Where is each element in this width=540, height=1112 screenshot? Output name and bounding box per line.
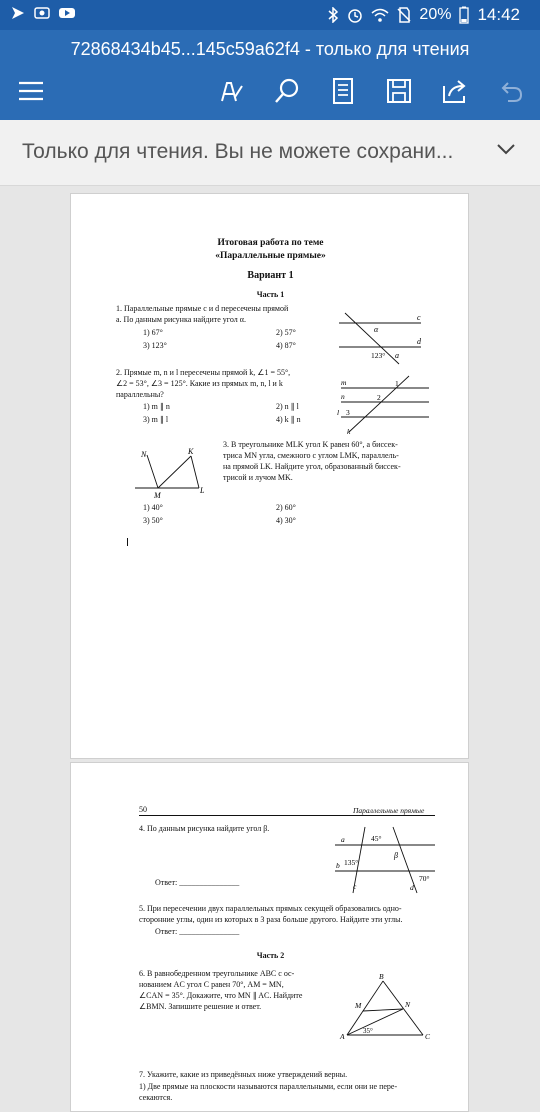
- part-heading: Часть 1: [256, 290, 285, 299]
- angle-3-label: 3: [346, 408, 350, 417]
- q6-text-line1: 6. В равнобедренном треугольнике ABC с ос-: [139, 969, 295, 978]
- line-c-label: c: [417, 313, 421, 322]
- q3-figure: [133, 448, 213, 500]
- angle-35-label: 35°: [363, 1027, 373, 1035]
- text-cursor: [127, 538, 128, 546]
- document-page-1: [70, 193, 469, 759]
- document-icon: [331, 77, 355, 105]
- q3-option: 1) 40°: [143, 503, 163, 512]
- running-title: Параллельные прямые: [353, 806, 425, 815]
- vertex-k-label: K: [188, 448, 194, 456]
- q3-text-line2: триса MN угла, смежного с углом LMK, параллель-: [223, 451, 399, 460]
- q3-option: 2) 60°: [276, 503, 296, 512]
- line-n-label: n: [341, 392, 345, 401]
- line-k-label: k: [347, 427, 351, 436]
- battery-level: 20%: [419, 6, 452, 23]
- battery-icon: [459, 6, 469, 24]
- q6-text-line2: нованием AC угол C равен 70°, AM = MN,: [139, 980, 284, 989]
- angle-1-label: 1: [395, 379, 399, 388]
- photo-icon: [34, 5, 50, 21]
- q2-option: 2) n ∥ l: [276, 402, 299, 411]
- q6-figure: [337, 971, 437, 1043]
- q7-statement-1-line2: секаются.: [139, 1093, 173, 1102]
- work-title: Итоговая работа по теме: [217, 238, 324, 248]
- angle-label: 123°: [371, 351, 386, 360]
- document-page-2: [70, 762, 469, 1112]
- line-c-label: c: [353, 882, 357, 891]
- expand-banner-button[interactable]: [496, 142, 516, 161]
- q5-answer-label: Ответ: _______________: [155, 927, 240, 936]
- wifi-icon: [371, 7, 389, 23]
- angle-70-label: 70°: [419, 874, 430, 883]
- clock: 14:42: [477, 5, 520, 24]
- q1-text-line2: a. По данным рисунка найдите угол α.: [116, 315, 246, 324]
- q3-option: 4) 30°: [276, 516, 296, 525]
- hamburger-icon: [17, 80, 45, 102]
- send-icon: [10, 5, 26, 21]
- q5-text-line1: 5. При пересечении двух параллельных прямых секущей образовались одно-: [139, 904, 402, 913]
- q3-text-line1: 3. В треугольнике MLK угол K равен 60°, а биссек-: [223, 440, 398, 449]
- read-only-banner[interactable]: [0, 120, 540, 186]
- q2-text-line2: ∠2 = 53°, ∠3 = 125°. Какие из прямых m, n, l и k: [116, 379, 283, 388]
- read-only-message: Только для чтения. Вы не можете сохрани...: [22, 140, 454, 163]
- q3-text-line3: на прямой LK. Найдите угол, образованный биссек-: [223, 462, 401, 471]
- variant-heading: Вариант 1: [247, 270, 294, 281]
- q1-option: 1) 67°: [143, 328, 163, 337]
- line-l-label: l: [337, 408, 340, 417]
- line-a-label: a: [341, 835, 345, 844]
- document-title: 72868434b45...145c59a62f4 - только для чтения: [70, 39, 470, 59]
- menu-button[interactable]: [16, 76, 46, 106]
- q4-text: 4. По данным рисунка найдите угол β.: [139, 824, 270, 833]
- q2-option: 4) k ∥ n: [276, 415, 301, 424]
- vertex-n-label: N: [405, 1000, 411, 1009]
- angle-beta-label: β: [394, 851, 398, 860]
- q7-statement-1-line1: 1) Две прямые на плоскости называются параллельными, если они не пере-: [139, 1082, 398, 1091]
- q1-option: 4) 87°: [276, 341, 296, 350]
- q4-figure: [333, 825, 437, 895]
- q3-option: 3) 50°: [143, 516, 163, 525]
- q1-option: 3) 123°: [143, 341, 167, 350]
- save-icon: [386, 78, 412, 104]
- search-button[interactable]: [272, 76, 302, 106]
- angle-135-label: 135°: [344, 858, 359, 867]
- header-rule: [139, 815, 435, 816]
- no-sim-icon: [397, 7, 411, 23]
- line-d-label: d: [410, 883, 414, 892]
- vertex-l-label: L: [200, 486, 205, 495]
- vertex-m-label: M: [355, 1001, 362, 1010]
- q1-text-line1: 1. Параллельные прямые c и d пересечены прямой: [116, 304, 289, 313]
- q2-option: 1) m ∥ n: [143, 402, 170, 411]
- vertex-c-label: C: [425, 1032, 431, 1041]
- alarm-icon: [347, 7, 363, 23]
- q1-figure: [335, 312, 425, 366]
- share-icon: [441, 78, 469, 104]
- vertex-a-label: A: [340, 1032, 345, 1041]
- line-b-label: b: [336, 861, 340, 870]
- vertex-b-label: B: [379, 972, 384, 981]
- bluetooth-icon: [327, 7, 339, 23]
- angle-2-label: 2: [377, 393, 381, 402]
- line-d-label: d: [417, 337, 421, 346]
- app-title-bar: [0, 30, 540, 120]
- chevron-down-icon: [496, 142, 516, 156]
- youtube-icon: [58, 5, 76, 21]
- q5-text-line2: сторонние углы, один из которых в 3 раза больше другого. Найдите эти углы.: [139, 915, 403, 924]
- vertex-m-label: M: [154, 491, 161, 500]
- save-button[interactable]: [384, 76, 414, 106]
- part2-heading: Часть 2: [256, 951, 285, 960]
- q7-text: 7. Укажите, какие из приведённых ниже утверждений верны.: [139, 1070, 348, 1079]
- undo-button[interactable]: [496, 76, 526, 106]
- q2-text-line1: 2. Прямые m, n и l пересечены прямой k, ∠1 = 55°,: [116, 368, 291, 377]
- q1-option: 2) 57°: [276, 328, 296, 337]
- page-number: 50: [139, 805, 147, 814]
- work-subtitle: «Параллельные прямые»: [215, 251, 326, 261]
- share-button[interactable]: [440, 76, 470, 106]
- q2-option: 3) m ∥ l: [143, 415, 169, 424]
- search-icon: [273, 77, 301, 105]
- vertex-n-label: N: [141, 450, 147, 459]
- angle-45-label: 45°: [371, 834, 382, 843]
- q6-text-line3: ∠CAN = 35°. Докажите, что MN ∥ AC. Найдите: [139, 991, 303, 1000]
- edit-button[interactable]: [216, 76, 246, 106]
- alpha-label: α: [374, 325, 379, 334]
- line-a-label: a: [395, 351, 399, 360]
- q6-text-line4: ∠BMN. Запишите решение и ответ.: [139, 1002, 262, 1011]
- status-bar: [0, 0, 540, 30]
- q4-answer-label: Ответ: _______________: [155, 878, 240, 887]
- q3-text-line4: трисой и лучом MK.: [223, 473, 293, 482]
- reading-view-button[interactable]: [328, 76, 358, 106]
- pen-icon: [217, 77, 245, 105]
- undo-icon: [498, 78, 524, 104]
- q2-text-line3: параллельны?: [116, 390, 164, 399]
- line-m-label: m: [341, 378, 347, 387]
- q2-figure: [337, 374, 433, 436]
